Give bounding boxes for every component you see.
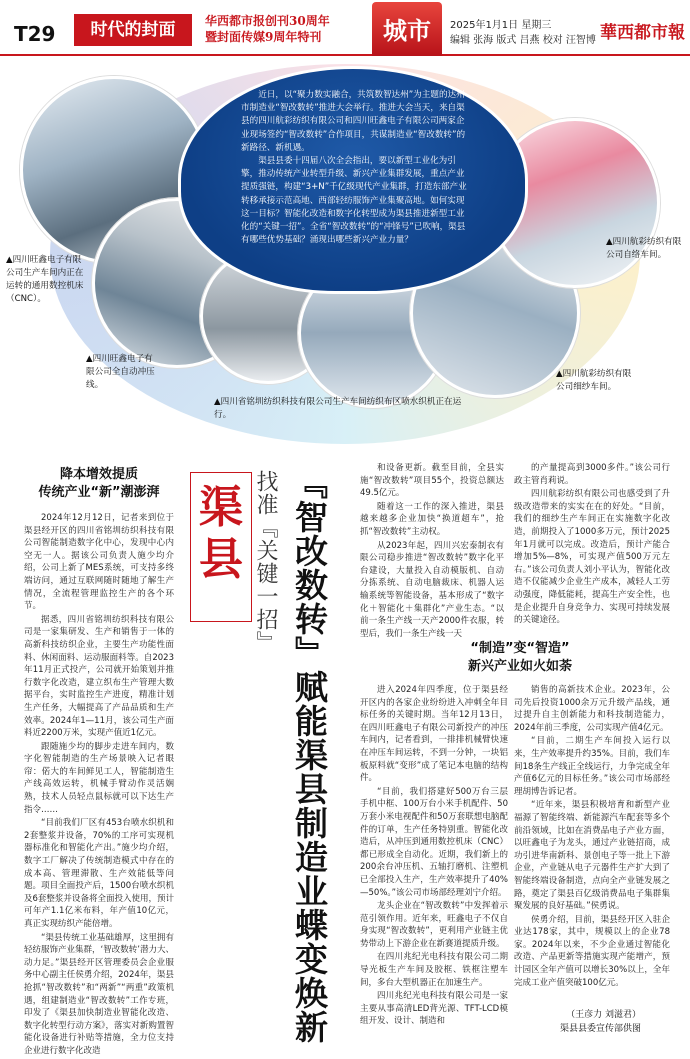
anniversary-line-1: 华西都市报创刊30周年: [205, 14, 330, 28]
photo-collage: [0, 58, 690, 450]
section-chip: 城市: [372, 2, 442, 56]
article-column-4: [360, 684, 508, 1029]
paragraph: 随着这一工作的深入推进，渠县越来越多企业加快“换道超车”，抢抓“智改数转”主动权。: [360, 501, 504, 537]
photo-caption: ▲四川旺鑫电子有限公司全自动冲压线。: [86, 354, 155, 390]
byline-authors: （王彦力 刘滋君）: [566, 1010, 642, 1020]
newspaper-logo: 華西都市報: [600, 23, 685, 43]
subheading-traditional: 降本增效提质 传统产业“新”潮澎湃: [38, 467, 160, 500]
intro-panel: [178, 66, 528, 294]
paragraph: 进入2024年四季度，位于渠县经开区内的各家企业纷纷进入冲刺全年目标任务的关键时期。当年12月13日，在四川旺鑫电子有限公司新投产的冲压车间内，记者看到，一排排机械臂快速在冲压车间运转，不到一分钟，一块铝板原料就“变形”成了笔记本电脑的结构件。: [360, 685, 508, 784]
paragraph: 和设备更新。截至目前，全县实施“智改数转”项目55个，投资总额达49.5亿元。: [360, 463, 504, 499]
anniversary-line-2: 暨封面传媒9周年特刊: [205, 30, 322, 44]
column-name: 时代的封面: [74, 14, 192, 46]
paragraph: 四川航彩纺织有限公司也感受到了升级改造带来的实实在在的好处。“目前，我们的细纱生产车间正在实施数字化改造，前期投入了1000多万元，预计2025年1月就可以完成。改造后，预计产能合增加5%—8%，可实现产值500万元左右。”该公司负责人刘小平认为，智能化改造不仅能减少企业生产成本，减轻人工劳动强度，降低能耗，提高生产安全性，也是企业提升自身竞争力、实现可持续发展的关键途径。: [514, 489, 670, 626]
paragraph: 四川兆纪光电科技有限公司是一家主要从事高清LED背光源、TFT-LCD模组开发、设计、制造和: [360, 991, 508, 1027]
issue-date: 2025年1月1日 星期三: [450, 20, 552, 31]
paragraph: 从2023年起，四川兴宏泰制衣有限公司稳步推进“智改数转”数字化平台建设，大量投入自动模版机、自动分拣系统、自动电脑裁床、机器人运输系统等智能设备，基本形成了“数字化＋智能化＋集群化”产业生态。“以前一条生产线一天产2000件衣服，转型后，我们一条生产线一天: [360, 540, 504, 639]
article-column-3: [514, 462, 670, 628]
intro-paragraph: 渠县县委十四届八次全会指出，要以新型工业化为引擎，推动传统产业转型升级、新兴产业集群发展，重点产业提质强链，构建“3+N”千亿级现代产业集群，打造东部产业转移承接示范高地、西部轻纺服饰产业集聚高地。如何实现这一目标？智能化改造和数字化转型成为渠县推进新型工业化的“关键一招”。全省“智改数转”的“冲锋号”已吹响，渠县有哪些优势基础？涌现出哪些新兴产业力量？: [241, 156, 467, 246]
paragraph: 的产量提高到3000多件。”该公司行政主管肖莉说。: [514, 463, 670, 486]
photo-caption: ▲四川航彩纺织有限公司自络车间。: [606, 237, 682, 260]
intro-paragraph: 近日，以“聚力数实融合，共筑数智达州”为主题的达州市制造业“智改数转”推进大会举行。推进大会当天，来自渠县的四川航彩纺织有限公司和四川旺鑫电子有限公司两家企业现场签约“智改数转”合作项目，共谋制造业“智改数转”的新路径、新机遇。: [241, 90, 466, 153]
paragraph: 跟随施少均的脚步走进车间内，数字化智能制造的生产场景映入记者眼帘：偌大的车间鲜见工人，智能制造生产线高效运转，机械手臂动作灵活娴熟，技术人员轻点鼠标就可以下达生产指令……: [24, 741, 174, 815]
paragraph: “目前，我们搭建好500万台三层手机中框、100万台小米手机配件、50万套小米电视配件和50万套联想电脑配件的订单，生产任务特别重。智能化改造后，从冲压到通用数控机床（CNC）都已形成全自动化。近期，我们新上的200余台冲压机、五轴打磨机、注塑机已全部投入生产，生产效率提升了40%—50%。”该公司市场部经理刘宁介绍。: [360, 786, 508, 898]
county-label: 渠县: [199, 482, 243, 585]
photo-caption: ▲四川航彩纺织有限公司细纱车间。: [556, 369, 632, 392]
byline-photo-credit: 渠县县委宣传部供图: [560, 1024, 642, 1034]
article-headline: 『智改数转』赋能渠县制造业蝶变焕新: [290, 466, 329, 1044]
anniversary-note: [205, 13, 330, 45]
photo-caption: ▲四川旺鑫电子有限公司生产车间内正在运转的通用数控机床（CNC）。: [6, 255, 84, 304]
page-header: [0, 0, 690, 56]
paragraph: “目前我们厂区有453台喷水织机和2套整浆并设备，70%的工序可实现机器标准化和智能化产出。”施少均介绍，数字工厂解决了传统制造模式中存在的成本高、管理滞散、生产效能低等问题。项目全面投产后，1500台喷水织机及6套整浆并设备将全面投入使用，预计可年产1.1亿米布料，年产值10亿元，真正实现纺织产能倍增。: [24, 818, 174, 929]
article-kicker: 找准『关键一招』: [253, 470, 278, 654]
paragraph: 在四川兆纪光电科技有限公司二期导光板生产车间及胶框、铁框注塑车间，多台大型机器正在加速生产。: [360, 952, 508, 988]
editors-line: 编辑 张海 版式 吕燕 校对 汪智博: [450, 35, 596, 46]
paragraph: 龙头企业在“智改数转”中发挥着示范引领作用。近年来，旺鑫电子不仅自身实现“智改数转”，更利用产业链主优势带动上下游企业在新赛道提质升级。: [360, 901, 508, 949]
paragraph: 据悉，四川省铭圳纺织科技有限公司是一家集研发、生产和销售于一体的高新科技纺织企业，主要生产功能性面料、休闲面料、运动服面料等。自2023年11月正式投产，公司就开始策划并推行数字化改造，建立织布生产管理大数据平台，实时监控生产进度，精准计划生产任务，大幅提高了产品品质和生产效率。2024年1—11月，该公司生产面料近2200万米，实现产值近1亿元。: [24, 614, 174, 739]
article-column-1: [24, 512, 174, 1059]
paragraph: “目前，二期生产车间投入运行以来，生产效率提升约35%。目前，我们车间18条生产线正全线运行，力争完成全年产值6亿元的目标任务。”该公司市场部经理胡博告诉记者。: [514, 736, 670, 797]
paragraph: 侯勇介绍，目前，渠县经开区入驻企业达178家，其中，规模以上的企业78家。2024年以来，不少企业通过智能化改造、产品更新等措施实现产能增产，预计园区全年产值可以增长30%以上，全年完成工业产值突破100亿元。: [514, 914, 670, 988]
article-column-2: [360, 462, 504, 641]
photo-caption: ▲四川省铭圳纺织科技有限公司生产车间纺织布区喷水织机正在运行。: [214, 397, 462, 420]
paragraph: 销售的高新技术企业。2023年，公司先后投资1000余万元升级产品线，通过提升自主创新能力和科技制造能力，2024年前三季度，公司实现产值4亿元。: [514, 685, 670, 733]
paragraph: 2024年12月12日，记者来到位于渠县经开区的四川省铭圳纺织科技有限公司智能制造数字化中心，发现中心内空无一人。据该公司负责人施少均介绍，公司上新了MES系统，可支持多终端访问，通过互联网随时随地了解生产情况，全流程管理监控生产的各个环节。: [24, 513, 174, 612]
article: [0, 452, 690, 1056]
article-column-5: [514, 684, 670, 990]
paragraph: “渠县传统工业基础雄厚，这里拥有轻纺服饰产业集群，‘智改数转’潜力大、动力足。”渠县经开区管理委员会企业服务中心副主任侯勇介绍，2024年，渠县抢抓“智改数转”和“两新”“两重”政策机遇，组建制造业“智改数转”工作专班，印发了《渠县加快制造业智能化改造、数字化转型行动方案》，落实对新购置智能化设备进行补贴等措施，全力位支持企业进行数字化改造: [24, 932, 174, 1056]
paragraph: “近年来，渠县积极培育和新型产业福源了智能终端、新能源汽车配套等多个前沿领域，比如在消费品电子产业方面，以旺鑫电子为龙头，通过产业链招商，成功引进华南新科、景创电子等一批上下游企业，产业链从电子元器件生产扩大到了智能终端设备制造，点向全产业链发展之路，奠定了渠县百亿级消费品电子集群集聚发展的良好基础。”侯勇说。: [514, 800, 670, 912]
subheading-emerging: “制造”变“智造” 新兴产业如火如荼: [467, 641, 572, 674]
byline: [560, 1008, 641, 1036]
page-number: T29: [14, 22, 56, 46]
